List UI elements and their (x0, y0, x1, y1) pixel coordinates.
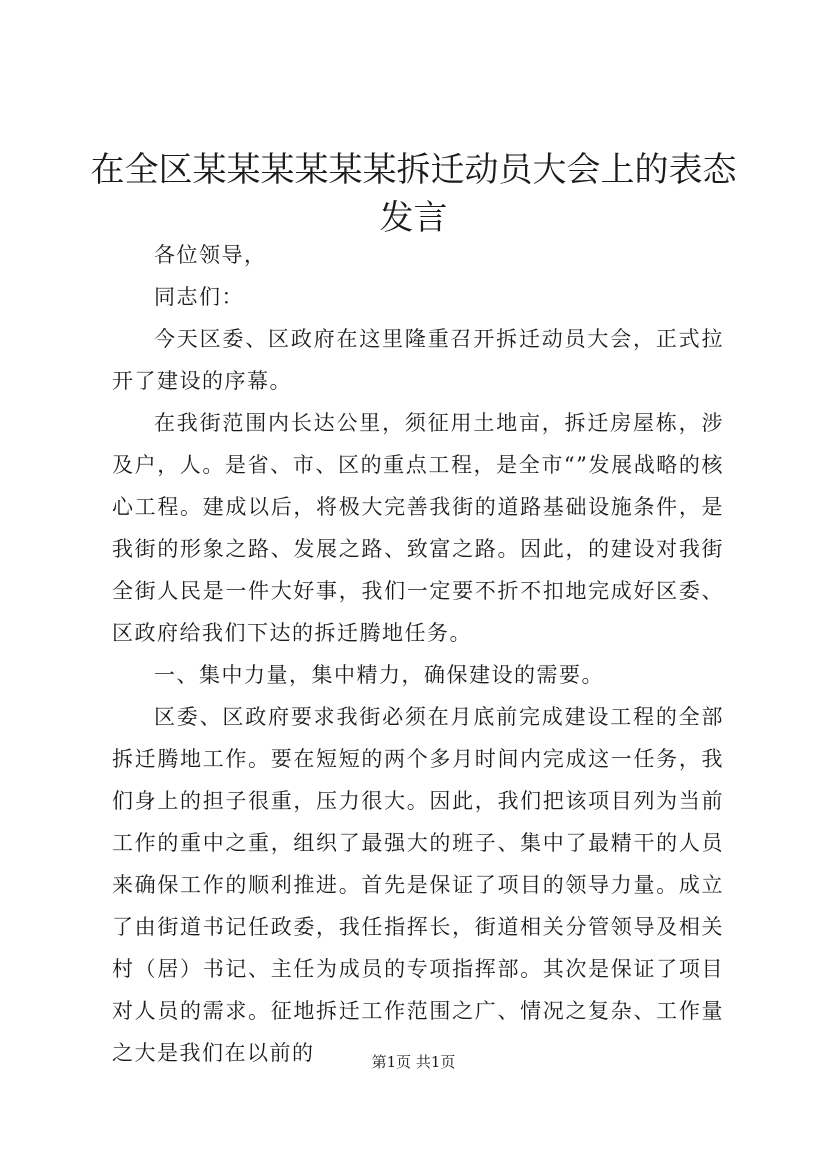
body-paragraph: 在我街范围内长达公里，须征用土地亩，拆迁房屋栋，涉及户，人。是省、市、区的重点工程，是全市“”发展战略的核心工程。建成以后，将极大完善我街的道路基础设施条件，是我街的形象之路、发展之路、致富之路。因此，的建设对我街全街人民是一件大好事，我们一定要不折不扣地完成好区委、区政府给我们下达的拆迁腾地任务。 (112, 411, 724, 645)
document-body (112, 234, 724, 1074)
section-heading: 一、集中力量，集中精力，确保建设的需要。 (154, 663, 604, 687)
document-title: 在全区某某某某某某拆迁动员大会上的表态发言 (90, 150, 737, 238)
page-footer: 第1页 共1页 (371, 1053, 456, 1071)
body-paragraph: 今天区委、区政府在这里隆重召开拆迁动员大会，正式拉开了建设的序幕。 (112, 327, 724, 393)
salutation-leaders: 各位领导， (154, 243, 267, 267)
salutation-comrades: 同志们： (154, 285, 244, 309)
body-paragraph: 区委、区政府要求我街必须在月底前完成建设工程的全部拆迁腾地工作。要在短短的两个多月时间内完成这一任务，我们身上的担子很重，压力很大。因此，我们把该项目列为当前工作的重中之重，组织了最强大的班子、集中了最精干的人员来确保工作的顺利推进。首先是保证了项目的领导力量。成立了由街道书记任政委，我任指挥长，街道相关分管领导及相关村（居）书记、主任为成员的专项指挥部。其次是保证了项目对人员的需求。征地拆迁工作范围之广、情况之复杂、工作量之大是我们在以前的 (112, 705, 724, 1065)
